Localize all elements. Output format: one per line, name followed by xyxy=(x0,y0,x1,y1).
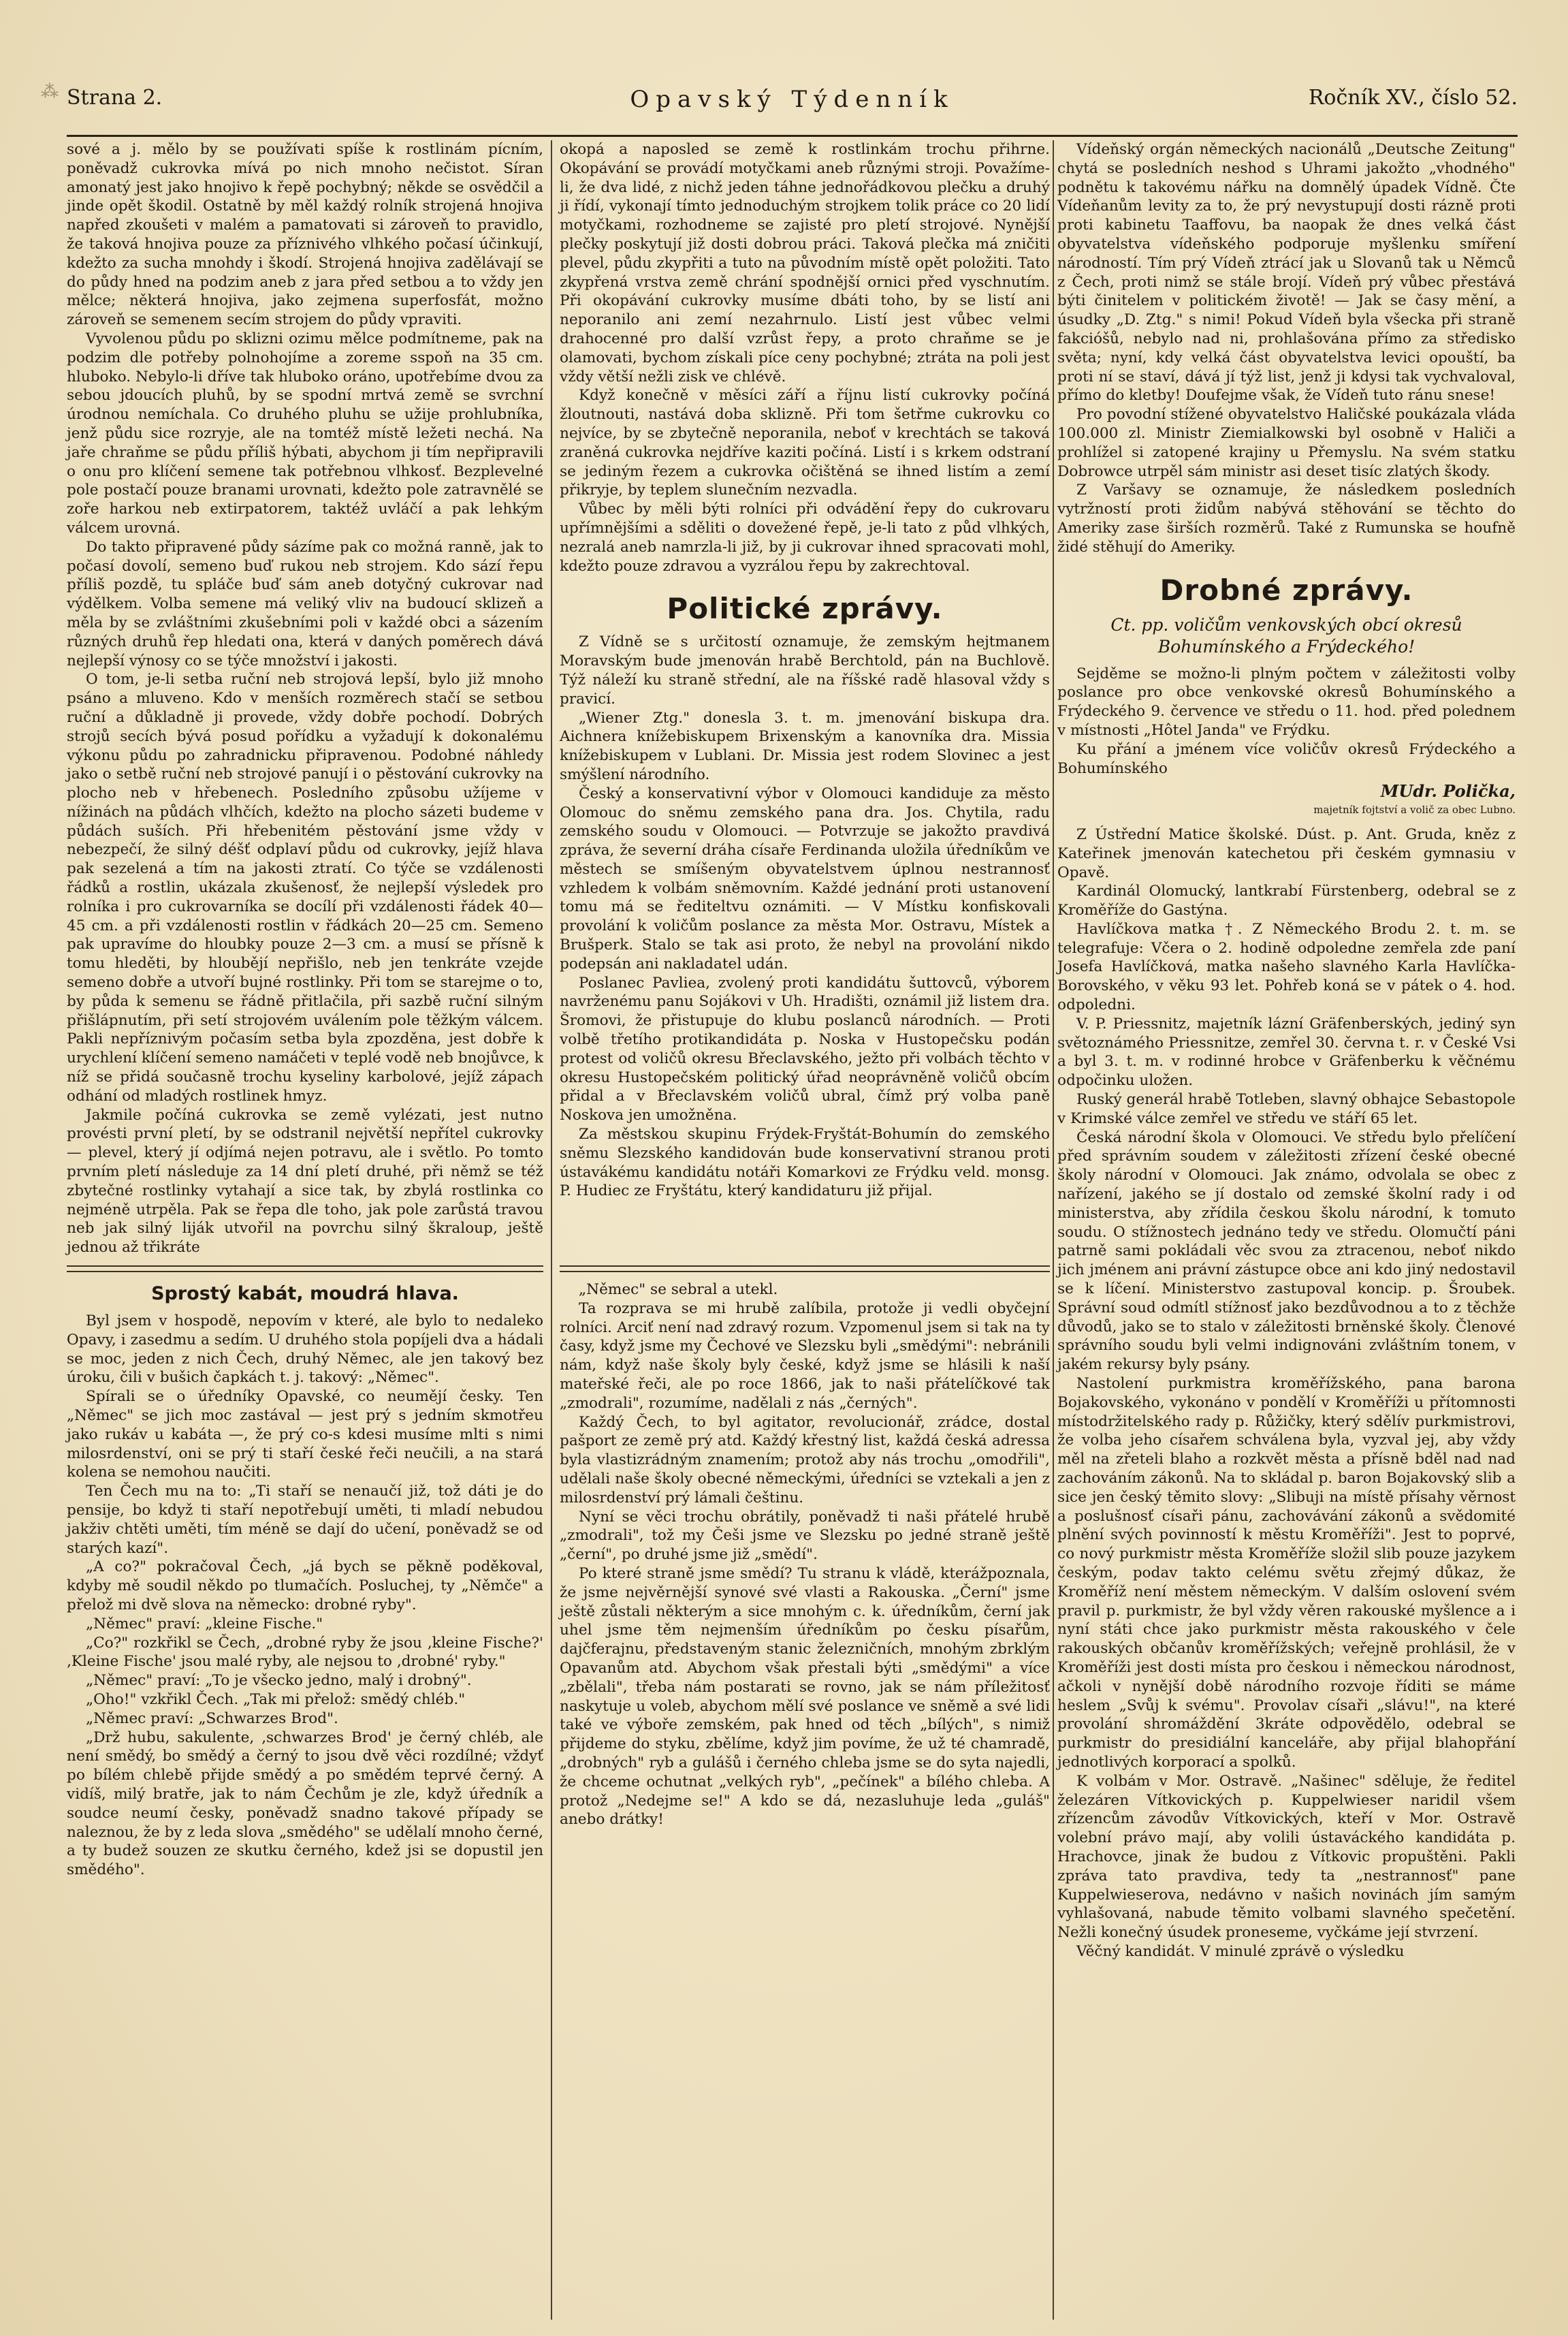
paragraph: Jakmile počíná cukrovka se země vylézati, jest nutno provésti první pletí, by se odstranil největší nepřítel cukrovky — plevel, který jí odjímá nejen potravu, ale i světlo. Po tomto prvním pletí následuje za 14 dní pletí druhé, při němž se též zbytečné rostlinky vytahají a sice tak, by zbylá rostlinka co nejméně utrpěla. Pak se řepa dle toho, jak pole zarůstá travou neb jak silný liják utvořil na povrchu silný škraloup, ještě jednou až třikráte xyxy=(67,1106,543,1257)
paragraph: „Němec" praví: „To je všecko jedno, malý i drobný". xyxy=(86,1672,472,1690)
news-item: Český a konservativní výbor v Olomouci kandiduje za město Olomouc do sněmu zemského pana dra. Jos. Chytila, radu zemského soudu v Olomouci. — Potvrzuje se jakožto pravdivá zpráva, že severní dráha císaře Ferdinanda uložila úředníkům ve městech se smíšeným obyvatelstvem úplnou nestrannosť vzhledem k volbám sněmovním. Každé jednání proti ustanovení tomu má se řediteltvu oznámiti. — V Místku konfiskovali provolání k voličům poslance za města Mor. Ostravu, Místek a Brušperk. Stalo se tak asi proto, že nebyl na provolání nikdo podepsán ani nakladatel udán. xyxy=(560,785,1050,973)
section-divider xyxy=(67,1265,543,1272)
page-number: Strana 2. xyxy=(67,86,163,110)
paragraph: „Co?" rozkřikl se Čech, „drobné ryby že jsou ‚kleine Fische?' ‚Kleine Fische' jsou malé ryby, ale nejsou to ‚drobné' ryby." xyxy=(67,1634,543,1671)
news-item: Nastolení purkmistra kroměřížského, pana barona Bojakovského, vykonáno v pondělí v Kroměříži u přítomnosti místodržitelského rady p. Růžičky, který sdělív purkmistrovi, že volba jeho císařem schválena byla, vyzval jej, aby vždy měl na zřeteli blaho a rozkvět města a přísně bděl nad nad zachováním zákonů. Na to skládal p. baron Bojakovský slib a sice jen český těmito slovy: „Slibuji na místě přísahy věrnost a poslušnosť císaři pánu, zachovávání zákonů a svědomité plnění svých povinností k městu Kroměříži". Jest to poprvé, co nový purkmistr města Kroměříže složil slib pouze jazykem českým, podav takto celému světu zřejmý důkaz, že Kroměříž není městem německým. V dalším oslovení svém pravil p. purkmistr, že byl vždy věren rakouské myšlence a i nyní státi chce jako purkmistr města rakouského v čele rakouských občanův kroměřížských; veřejně prohlásil, že v Kroměříži jest dosti místa pro českou i německou národnost, ačkoli v nynější době národního rozvoje říditi se máme heslem „Svůj k svému". Provolav císaři „slávu!", na které provolání shromáždění 3kráte odpovědělo, odebral se purkmistr do presidiální kanceláře, aby přijal blahopřání jednotlivých korporací a spolků. xyxy=(1057,1375,1516,1771)
section-divider xyxy=(560,1265,1050,1272)
section-title-politics: Politické zprávy. xyxy=(667,592,943,626)
paragraph: Do takto připravené půdy sázíme pak co možná ranně, jak to počasí dovolí, semeno buď rukou neb strojem. Kdo sází řepu příliš pozdě, tu spláče buď sám aneb dotyčný cukrovar nad výdělkem. Volba semene má veliký vliv na budoucí sklizeň a měla by se zvláštními zkušebními poli v každé obci a sázením různých druhů řep hledati ona, která v daných poměrech dává nejlepší výnosy co se týče množství i jakosti. xyxy=(67,538,543,669)
paragraph: Každý Čech, to byl agitator, revolucionář, zrádce, dostal pašport ze země prý atd. Každý křestný list, každá česká adressa byla vlastizrádným znamením; protož aby nás trochu „omodřili", udělali naše školy obecné německými, úředníci se vztekali a jen z milosrdenství prý lámali češtinu. xyxy=(560,1413,1050,1506)
news-item: Vídeňský orgán německých nacionálů „Deutsche Zeitung" chytá se posledních neshod s Uhrami jakožto „vhodného" podnětu k takovému nářku na domnělý úpadek Vídně. Čte Vídeňanům levity za to, že prý nevystupují dosti rázně proti proti kabinetu Taaffovu, ba naopak že dnes velká část obyvatelstva vídeňského podporuje myšlenku smíření národností. Tím prý Vídeň ztrácí jak u Slovanů tak u Němců z Čech, proti nimž se stále brojí. Vídeň prý vůbec přestává býti činitelem v politickém životě! — Jak se časy mění, a úsudky „D. Ztg." s nimi! Pokud Vídeň byla všecka při straně fakcióšů, nebylo nad ni, prohlašována přímo za středisko světa; nyní, kdy velká část obyvatelstva levici opouští, ba proti ní se staví, dává jí týž list, jenž ji kdysi tak vychvaloval, přímo do kletby! Doufejme však, že Vídeň tuto ránu snese! xyxy=(1057,141,1516,405)
news-item: Havlíčkova matka †. Z Německého Brodu 2. t. m. se telegrafuje: Včera o 2. hodině odpoledne zemřela zde paní Josefa Havlíčková, matka našeho slavného Karla Havlíčka-Borovského, v věku 93 let. Pohřeb koná se v pátek o 4. hod. odpoledni. xyxy=(1057,920,1516,1014)
news-item: Z Vídně se s určitostí oznamuje, že zemským hejtmanem Moravským bude jmenován hrabě Berchtold, pán na Buchlově. Týž náleží ku straně střední, ale na říšské radě hlasoval vždy s pravicí. xyxy=(560,633,1050,708)
appeal-title: Ct. pp. voličům venkovských obcí okresů Bohumínského a Frýdeckého! xyxy=(1110,614,1462,657)
news-item: „Wiener Ztg." donesla 3. t. m. jmenování biskupa dra. Aichnera knížebiskupem Brixenským a kanovníka dra. Missia knížebiskupem v Lublani. Dr. Missia jest rodem Slovinec a jest smýšlení národního. xyxy=(560,709,1050,783)
paragraph: sové a j. mělo by se používati spíše k rostlinám pícním, poněvadž cukrovka mívá po nich mnoho nečistot. Síran amonatý jest jako hnojivo k řepě pochybný; někde se osvědčil a jinde opět škodil. Ostatně by měl každý rolník strojená hnojiva napřed zkoušeti v malém a pamatovati si zároveň to pravidlo, že taková hnojiva pouze za příznivého vlhkého počasí účinkují, kdežto za sucha mnohdy i škodí. Strojená hnojiva zadělávají se do půdy hned na podzim aneb z jara před setbou a to vždy jen mělce; některá hnojiva, jako zejmena superfosfát, možno zároveň se semenem secím strojem do půdy vpraviti. xyxy=(67,141,543,329)
signature: MUdr. Polička, xyxy=(1380,781,1516,802)
paragraph: „Oho!" vzkřikl Čech. „Tak mi přelož: smědý chléb." xyxy=(86,1690,466,1708)
news-item: K volbám v Mor. Ostravě. „Našinec" sděluje, že ředitel železáren Vítkovických p. Kuppelwieser naridil všem zřízencům závodův Vítkovických, kteří v Mor. Ostravě volební právo mají, aby volili ústaváckého kandidáta p. Hrachovce, jinak že budou z Vítkovic propuštěni. Pakli zpráva tato pravdiva, tedy ta „nestrannosť" pane Kuppelwieserova, nedávno v našich novinách jím samým vyhlašovaná, nabude těmito volbami slavného spečetění. Nežli konečný úsudek proneseme, vyčkáme její stvrzení. xyxy=(1057,1772,1516,1942)
news-item: Poslanec Pavliea, zvolený proti kandidátu šuttovců, výborem navrženému panu Sojákovi v Uh. Hradišti, oznámil již listem dra. Šromovi, že přistupuje do klubu poslanců národních. — Proti volbě třetího protikandidáta p. Noska v Hustopečsku podán protest od voličů okresu Břeclavského, ježto při volbách těchto v okresu Hustopečském politický úřad neoprávněně voličů obcím přidal a v Břeclavském voličů ubral, čímž prý volba paně Noskova jen umožněna. xyxy=(560,974,1050,1124)
news-item: Česká národní škola v Olomouci. Ve středu bylo přelíčení před správním soudem v záležitosti zřízení české obecné školy národní v Olomouci. Jak známo, odvolala se obec z nařízení, jakého se jí dostalo od zemské školní rady i od ministerstva, aby zřídila českou školu národní, k tomuto soudu. O stížnostech jednáno tedy ve středu. Olomučtí páni patrně sami pokládali věc svou za ztracenou, neboť nikdo jich jménem ani právní zástupce obce ani kdo jiný nedostavil se k líčení. Ministerstvo zastupoval koncip. p. Šroubek. Správní soud odmítl stížnosť jako bezdůvodnou a to z těchže důvodů, jako se to stalo v záležitosti brněnské školy. Členové správního soudu byli velmi indignováni zvláštním tonem, v jakém rekursy byly psány. xyxy=(1057,1128,1516,1374)
paragraph: Ku přání a jménem více voličův okresů Frýdeckého a Bohumínského xyxy=(1057,740,1516,777)
news-item: Ruský generál hrabě Totleben, slavný obhajce Sebastopole v Krimské válce zemřel ve středu ve stáří 65 let. xyxy=(1057,1091,1516,1127)
news-item: Věčný kandidát. V minulé zprávě o výsledku xyxy=(1076,1942,1405,1960)
ink-smudge-icon: ⁂ xyxy=(41,82,59,102)
paragraph: Po které straně jsme smědí? Tu stranu k vládě, kterážpoznala, že jsme nejvěrnější synové své vlasti a Rakouska. „Černí" jsme ještě zůstali některým a sice mnohým c. k. úředníkům, černí jak uhel jsme těm nejmenším úředníkům po česku písařům, dajčferajnu, představeným stanic železničních, mnohým zbrklým Opavanům atd. Abychom však přestali býti „smědými" a více „zbělali", třeba nám postarati se rovno, jak se nám příležitosť naskytuje u voleb, abychom mělí své poslance ve sněmě a své lidi také ve výboře zemském, pak hned od těch „bílých", s nimiž přijdeme do styku, zbělíme, když jim povíme, že už té chamradě, „drobných" ryb a gulášů i černého chleba jsme se do syta najedli, že chceme ochutnat „velkých ryb", „pečínek" a bílého chleba. A protož „Nedejme se!" A kdo se dá, nezasluhuje leda „guláš" anebo drátky! xyxy=(560,1564,1050,1829)
news-item: V. P. Priessnitz, majetník lázní Gräfenberských, jediný syn světoznámého Priessnitze, zemřel 30. června t. r. v České Vsi a byl 3. t. m. v rodinné hrobce v Gräfenberku k věčnému odpočinku uložen. xyxy=(1057,1015,1516,1090)
news-item: Pro povodní stížené obyvatelstvo Haličské poukázala vláda 100.000 zl. Ministr Ziemialkowski byl osobně v Haliči a prohlížel si zatopené krajiny u Přemyslu. Na svém statku Dobrowce utrpěl sám ministr asi deset tisíc zlatých škody. xyxy=(1057,406,1516,480)
paragraph: Spírali se o úředníky Opavské, co neumějí česky. Ten „Němec" se jich moc zastával — jest prý s jedním skmotřeu jako rukáv u kabáta —, že prý co-s kdesi musíme mlti s nimi milosrdenství, oni se prý ti staří české řeči neučili, a na stará kolena se nemohou naučiti. xyxy=(67,1388,543,1481)
paragraph: Ten Čech mu na to: „Ti staří se nenaučí již, tož dáti je do pensije, bo když ti staří nepotřebují uměti, ti mladí nebudou jakživ chtěti uměti, tím méně se dají do učení, poněvadž se od starých kazí". xyxy=(67,1483,543,1557)
news-item: Z Varšavy se oznamuje, že následkem posledních vytržností proti židům nabývá stěhování se těchto do Ameriky zase širších rozměrů. Také z Rumunska se houfně židé stěhují do Ameriky. xyxy=(1057,482,1516,556)
column-1 xyxy=(67,140,543,1879)
column-2 xyxy=(560,140,1050,1829)
paragraph: Sejděme se možno-li plným počtem v záležitosti volby poslance pro obce venkovské okresů Bohumínského a Frýdeckého 9. července ve středu o 11. hod. před polednem v místnosti „Hôtel Janda" ve Frýdku. xyxy=(1057,665,1516,739)
paragraph: „Němec" praví: „kleine Fische." xyxy=(86,1615,323,1632)
paragraph: „Němec" se sebral a utekl. xyxy=(579,1281,778,1298)
header-rule xyxy=(67,135,1518,137)
paragraph: O tom, je-li setba ruční neb strojová lepší, bylo již mnoho psáno a mluveno. Kdo v menších rozměrech stačí se setbou ruční a důkladně ji provede, vždy dobře pochodí. Dobrých strojů secích bývá posud pořídku a vyžadují k dokonalému výkonu půdu po zahradnicku připravenou. Podobné náhledy jako o setbě ruční neb strojové panují i o pěstování cukrovky na plocho neb v hřebenech. Posledního způsobu užíjeme v nížinách na půdách vlhčích, kdežto na plocho sázeti budeme v půdách suších. Při hřebenitém pěstování jsme vždy v nebezpečí, že silný déšť odplaví půdu od cukrovky, jejíž hlava pak sezelená a tím na jakosti ztratí. Co týče se vzdálenosti řádků a rostlin, ukázala zkušenosť, že nejlepší výsledek pro rolníka i pro cukrovarníka se docílí při vzdálenosti řádek 40—45 cm. a při vzdálenosti rostlin v řádkách 20—25 cm. Semeno pak upravíme do hloubky pouze 2—3 cm. a musí se přísně k tomu hleděti, by hloubějí nepřišlo, neb jen tenkráte vzejde semeno dobře a utvoří bujné rostlinky. Při tom se starejme o to, by půda k semenu se řádně přitlačila, při sazbě ruční silným přišlápnutím, při setí strojovém uválením pole těžkým válcem. Pakli nepříznivým počasím setba byla zpozděna, jest dobře k urychlení klíčení semeno namáčeti v teplé vodě neb bnojůvce, k níž se přidá současně trochu kyseliny karbolové, jejíž zápach odhání od mladých rostlinek hmyz. xyxy=(67,671,543,1105)
newspaper-title: Opavský Týdenník xyxy=(630,86,955,113)
paragraph: Ta rozprava se mi hrubě zalíbila, protože ji vedli obyčejní rolníci. Arciť není nad zdravý rozum. Vzpomenul jsem si tak na ty časy, když jsme my Čechové ve Slezsku byli „smědými": nebránili nám, když naše školy byly české, když jsme se hlásili k naší mateřské řeči, ale po roce 1866, jak to naši přátelíčkové tak „zmodrali", rozumíme, nadělali z nás „černých". xyxy=(560,1299,1050,1412)
paragraph: Vyvolenou půdu po sklizni ozimu mělce podmítneme, pak na podzim dle potřeby polnohojíme a zoreme sspoň na 35 cm. hluboko. Nebylo-li dříve tak hluboko oráno, upotřebíme dvou za sebou jdoucích pluhů, by se spodní mrtvá země se svrchní úrodnou nemíchala. Co druhého pluhu se užije prohlubníka, jenž půdu sice rozryje, ale na tomtéž místě ležeti nechá. Na jaře chraňme se půdu příliš hýbati, abychom ji tím nepřipravili o onu pro klíčení semene tak potřebnou vlhkosť. Bezplevelné pole postačí pouze branami urovnati, kdežto pole zatravnělé se zoře harkou neb extirpatorem, taktéž uvláčí a pak lehkým válcem urovná. xyxy=(67,330,543,537)
paragraph: Vůbec by měli býti rolníci při odvádění řepy do cukrovaru upřímnějšími a sděliti o dovežené řepě, je-li tato z půd vlhkých, nezralá aneb namrzla-li již, by ji cukrovar ihned spracovati mohl, kdežto pouze zdravou a vyzrálou řepu by zakrechtoval. xyxy=(560,501,1050,575)
paragraph: Když konečně v měsíci září a říjnu listí cukrovky počíná žloutnouti, nastává doba sklizně. Při tom šetřme cukrovku co nejvíce, by se zbytečně neporanila, neboť v krechtách se taková zraněná cukrovka nejdříve kaziti počíná. Listí i s krkem odstraní se jediným řezem a cukrovka očištěná se ihned listím a zemí přikryje, by teplem slunečním nezvadla. xyxy=(560,387,1050,499)
paragraph: „Drž hubu, sakulente, ‚schwarzes Brod' je černý chléb, ale není smědý, bo smědý a černý to jsou dvě věci rozdílné; vždyť po bílém chlebě přijde smědý a po smědém teprvé černý. A vidíš, milý bratře, jak to nám Čechům je zle, když úředník a soudce neumí česky, poněvadž snadno takové případy se naleznou, že by z leda slova „smědého" se udělalí mnoho černé, a ty budež souzen ze skutku černého, kdež jsi se dopustil jen smědého". xyxy=(67,1729,543,1879)
column-3 xyxy=(1057,140,1516,1961)
feuilleton-continuation xyxy=(560,1256,1050,1829)
issue-number: Ročník XV., číslo 52. xyxy=(1308,86,1518,110)
news-item: Kardinál Olomucký, lantkrabí Fürstenberg, odebral se z Kroměříže do Gastýna. xyxy=(1057,883,1516,919)
feuilleton-title: Sprostý kabát, moudrá hlava. xyxy=(151,1283,459,1304)
paragraph: „A co?" pokračoval Čech, „já bych se pěkně poděkoval, kdyby mě soudil někdo po tlumačích. Posluchej, ty „Němče" a přelož mi dvě slova na německo: drobné ryby". xyxy=(67,1558,543,1613)
news-item: Z Ústřední Matice školské. Dúst. p. Ant. Gruda, kněz z Kateřinek jmenován katechetou při českém gymnasiu v Opavě. xyxy=(1057,825,1516,881)
page-header xyxy=(67,80,1518,121)
column-rule-1 xyxy=(551,140,552,2320)
news-item: Za městskou skupinu Frýdek-Fryštát-Bohumín do zemského sněmu Slezského kandidován bude konservativní stranou proti ústavákému kandidátu notáři Komarkovi ze Frýdku veld. monsg. P. Hudiec ze Fryštátu, který kandidaturu již přijal. xyxy=(560,1126,1050,1200)
paragraph: Byl jsem v hospodě, nepovím v které, ale bylo to nedaleko Opavy, i zasedmu a sedím. U druhého stola popíjeli dva a hádali se moc, jeden z nich Čech, druhý Němec, ale jen takový bez úroku, čili v bušich čapkách t. j. takový: „Němec". xyxy=(67,1312,543,1387)
section-title-short-news: Drobné zprávy. xyxy=(1159,573,1413,607)
column-rule-2 xyxy=(1053,140,1054,2320)
signature-note: majetník fojtství a volič za obec Lubno. xyxy=(1313,804,1516,817)
feuilleton xyxy=(67,1256,543,1880)
paragraph: okopá a naposled se země k rostlinkám trochu přihrne. Okopávání se provádí motyčkami aneb různými stroji. Považíme-li, že dva lidé, z nichž jeden táhne jednořádkovou plečku a druhý ji řídí, vykonají tímto jednoduchým strojkem tolik práce co 20 lidí motyčkami, rozhodneme se zajisté pro pletí strojové. Nynější plečky poskytují již dosti dobrou práci. Taková plečka má zničiti plevel, půdu zkypřiti a tuto na původním místě opět položiti. Tato zkypřená vrstva země chrání spodnější ornici před vyschnutím. Při okopávání cukrovky musíme dbáti toho, by se listí ani neporanilo ani zemí nezahrnulo. Listí jest vůbec velmi drahocenné pro další vzrůst řepy, a proto chraňme se je olamovati, bychom získali píce ceny pochybné; ztráta na poli jest vždy větší nežli zisk ve chlévě. xyxy=(560,141,1050,385)
paragraph: Nyní se věci trochu obrátily, poněvadž ti naši přátelé hrubě „zmodrali", tož my Češi jsme ve Slezsku po jedné straně ještě „černí", po druhé jsme již „smědí". xyxy=(560,1508,1050,1564)
paragraph: „Němec praví: „Schwarzes Brod". xyxy=(86,1709,338,1727)
